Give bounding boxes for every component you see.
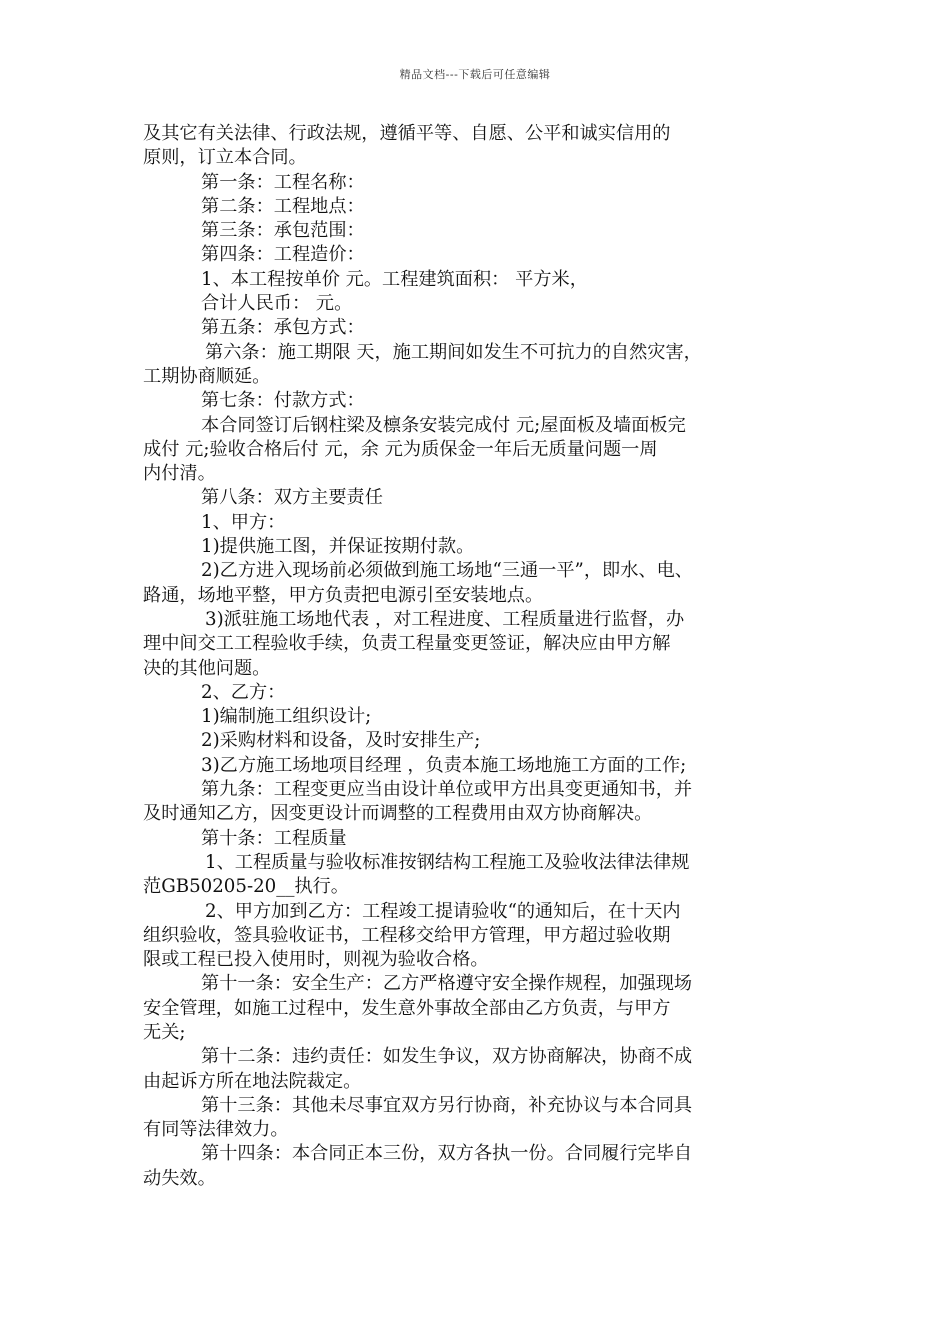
text-line: 1)提供施工图，并保证按期付款。 <box>201 536 475 558</box>
text-line: 原则，订立本合同。 <box>143 147 307 169</box>
clause-7-heading: 第七条：付款方式： <box>201 390 365 412</box>
clause-3-heading: 第三条：承包范围： <box>201 220 365 242</box>
clause-5-heading: 第五条：承包方式： <box>201 317 365 339</box>
text-line: 1)编制施工组织设计; <box>201 706 372 728</box>
header-watermark: 精品文档---下载后可任意编辑 <box>399 68 551 81</box>
document-body <box>143 122 807 1191</box>
text-line: 1、本工程按单价 元。工程建筑面积： 平方米， <box>201 268 588 290</box>
clause-14-heading: 第十四条：本合同正本三份，双方各执一份。合同履行完毕自 <box>201 1143 693 1165</box>
clause-8-heading: 第八条：双方主要责任 <box>201 487 383 509</box>
text-line: 及时通知乙方，因变更设计而调整的工程费用由双方协商解决。 <box>143 803 653 825</box>
clause-2-heading: 第二条：工程地点： <box>201 195 365 217</box>
text-line: 决的其他问题。 <box>143 657 271 679</box>
text-line: 2)乙方进入现场前必须做到施工场地“三通一平”，即水、电、 <box>201 560 693 582</box>
text-line: 有同等法律效力。 <box>143 1119 289 1141</box>
text-line: 及其它有关法律、行政法规，遵循平等、自愿、公平和诚实信用的 <box>143 123 671 144</box>
text-line: 由起诉方所在地法院裁定。 <box>143 1070 362 1092</box>
text-line: 1、甲方： <box>201 511 286 533</box>
text-line: 成付 元;验收合格后付 元，余 元为质保金一年后无质量问题一周 <box>143 438 658 460</box>
clause-9-heading: 第九条：工程变更应当由设计单位或甲方出具变更通知书，并 <box>201 779 693 801</box>
text-line: 工期协商顺延。 <box>143 365 271 387</box>
text-line: 安全管理，如施工过程中，发生意外事故全部由乙方负责，与甲方 <box>143 997 671 1019</box>
text-line: 内付清。 <box>143 463 216 485</box>
text-line: 2)采购材料和设备，及时安排生产; <box>201 730 481 752</box>
text-line: 合计人民币： 元。 <box>201 293 353 315</box>
clause-10-heading: 第十条：工程质量 <box>201 827 347 849</box>
clause-4-heading: 第四条：工程造价： <box>201 244 365 266</box>
clause-6-heading: 第六条：施工期限 天，施工期间如发生不可抗力的自然灾害， <box>205 341 702 363</box>
clause-11-heading: 第十一条：安全生产：乙方严格遵守安全操作规程，加强现场 <box>201 973 693 995</box>
text-line: 2、甲方加到乙方：工程竣工提请验收“的通知后，在十天内 <box>205 900 681 922</box>
text-line: 2、乙方： <box>201 681 286 703</box>
clause-1-heading: 第一条：工程名称： <box>201 171 365 193</box>
text-line: 本合同签订后钢柱梁及檩条安装完成付 元;屋面板及墙面板完 <box>201 414 686 436</box>
clause-12-heading: 第十二条：违约责任：如发生争议，双方协商解决，协商不成 <box>201 1046 693 1068</box>
text-line: 3)乙方施工场地项目经理 ，负责本施工场地施工方面的工作; <box>201 754 687 776</box>
text-line: 限或工程已投入使用时，则视为验收合格。 <box>143 949 489 971</box>
text-line: 3)派驻施工场地代表 ，对工程进度、工程质量进行监督，办 <box>205 608 685 630</box>
clause-13-heading: 第十三条：其他未尽事宜双方另行协商，补充协议与本合同具 <box>201 1094 693 1116</box>
text-line: 1、工程质量与验收标准按钢结构工程施工及验收法律法律规 <box>205 851 690 873</box>
text-line: 组织验收，签具验收证书，工程移交给甲方管理，甲方超过验收期 <box>143 924 671 946</box>
text-line: 无关; <box>143 1021 186 1043</box>
text-line: 动失效。 <box>143 1167 216 1189</box>
text-line: 理中间交工工程验收手续，负责工程量变更签证，解决应由甲方解 <box>143 633 671 655</box>
text-line: 路通，场地平整，甲方负责把电源引至安装地点。 <box>143 584 544 606</box>
text-line: 范GB50205-20__执行。 <box>143 876 349 898</box>
